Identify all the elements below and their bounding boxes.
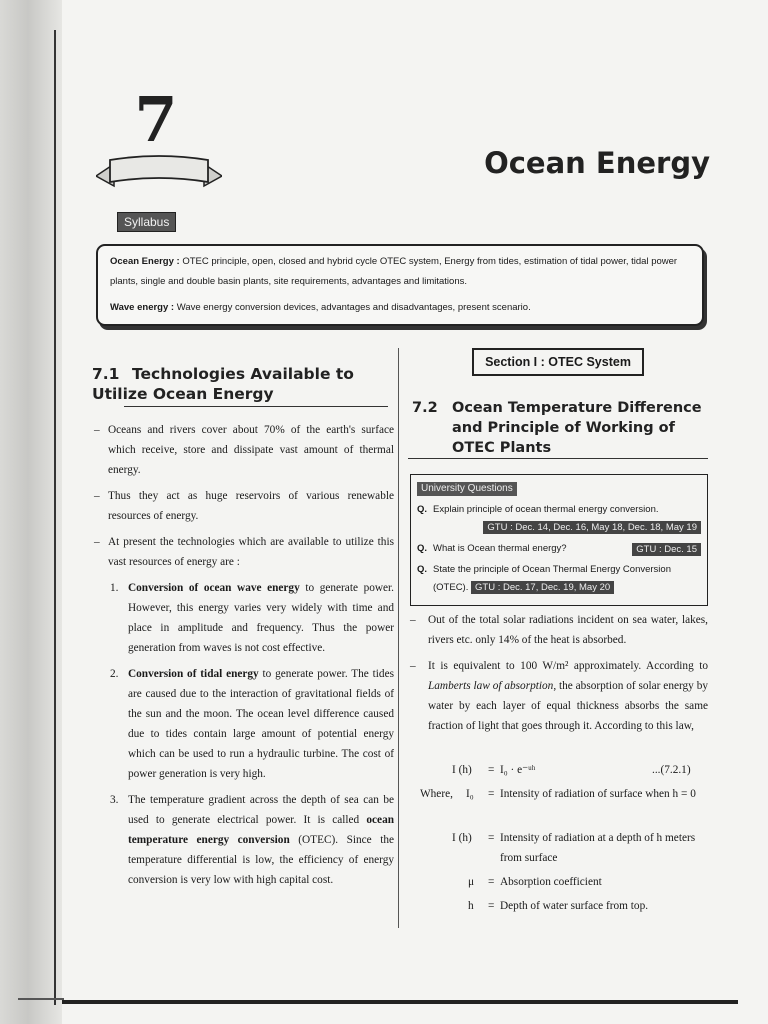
book-spine-shadow xyxy=(0,0,62,1024)
bullet-item: – At present the technologies which are available to utilize this vast resources of energy are : xyxy=(94,532,394,572)
question-text: Explain principle of ocean thermal energy conversion. xyxy=(433,504,659,515)
where-symbol: I (h) xyxy=(452,832,472,844)
item-bold-term: Conversion of ocean wave energy xyxy=(128,582,300,594)
syllabus-ocean-line xyxy=(110,252,690,292)
equation-lhs: I (h) xyxy=(452,764,472,776)
item-number: 2. xyxy=(110,668,119,680)
syllabus-box xyxy=(96,244,704,326)
bullet-item: – Oceans and rivers cover about 70% of the earth's surface which receive, store and dissipate vast amount of thermal energy. xyxy=(94,420,394,480)
where-label: Where, xyxy=(420,788,453,800)
section-7-1-title: Technologies Available to Utilize Ocean Energy xyxy=(92,365,354,403)
where-equals: = xyxy=(488,900,495,912)
section-7-1-heading xyxy=(92,364,392,404)
section-label-box: Section I : OTEC System xyxy=(472,348,644,376)
bullet-item: – Thus they act as huge reservoirs of various renewable resources of energy. xyxy=(94,486,394,526)
where-definition: Intensity of radiation at a depth of h meters from surface xyxy=(500,832,696,864)
bullet-item: – Out of the total solar radiations incident on sea water, lakes, rivers etc. only 14% of the heat is absorbed. xyxy=(410,610,708,650)
question-marker: Q. xyxy=(417,504,428,515)
item-number: 1. xyxy=(110,582,119,594)
where-equals: = xyxy=(488,788,495,800)
spine-vertical-rule xyxy=(54,30,56,1005)
syllabus-ocean-label: Ocean Energy : xyxy=(110,256,180,267)
bullet-text-italic: Lamberts law of absorption xyxy=(428,680,554,692)
equation-rhs: I₀ · e⁻ᵘʰ xyxy=(500,764,536,776)
item-text-pre: The temperature gradient across the depth of sea can be used to generate electrical power. It is called xyxy=(128,794,394,826)
item-bold-term: ocean temperature energy conversion xyxy=(128,814,394,846)
university-questions-box xyxy=(410,474,708,606)
question-text: State the principle of Ocean Thermal Energy Conversion (OTEC). xyxy=(433,564,671,593)
section-7-2-number: 7.2 xyxy=(412,400,438,416)
syllabus-wave-text: Wave energy conversion devices, advantages and disadvantages, present scenario. xyxy=(176,302,531,313)
gtu-exam-badge: GTU : Dec. 15 xyxy=(632,543,701,556)
item-text: to generate power. The tides are caused due to the interaction of gravitational fields of the sun and the moon. The ocean level difference caused due to tides contain large amount of potential energy which can be used to run a hydraulic turbine. The cost of power generation is very high. xyxy=(128,668,394,780)
where-equals: = xyxy=(488,876,495,888)
left-column-body xyxy=(94,420,394,896)
gtu-exam-badge: GTU : Dec. 14, Dec. 16, May 18, Dec. 18, May 19 xyxy=(483,521,701,534)
item-bold-term: Conversion of tidal energy xyxy=(128,668,259,680)
chapter-title: Ocean Energy xyxy=(484,146,710,180)
gtu-exam-badge: GTU : Dec. 17, Dec. 19, May 20 xyxy=(471,581,614,594)
where-definition: Intensity of radiation of surface when h = 0 xyxy=(500,788,696,800)
syllabus-tag: Syllabus xyxy=(117,212,176,232)
spine-foot-rule xyxy=(18,998,64,1000)
page-bottom-rule xyxy=(62,1000,738,1004)
university-questions-tag: University Questions xyxy=(417,482,517,496)
numbered-item-wave xyxy=(94,578,394,658)
numbered-item-otec xyxy=(94,790,394,890)
section-7-2-underline xyxy=(408,458,708,459)
equation-equals: = xyxy=(488,764,495,776)
where-equals: = xyxy=(488,832,495,844)
question-marker: Q. xyxy=(417,543,428,554)
numbered-item-tidal xyxy=(94,664,394,784)
section-7-1-underline xyxy=(124,406,388,407)
item-text: to generate power. However, this energy varies very widely with time and place in amplitude and frequency. Thus the power generation from waves is not cost effective. xyxy=(128,582,394,654)
bullet-text-pre: It is equivalent to 100 W/m² approximately. According to xyxy=(428,660,708,672)
section-7-1-number: 7.1 xyxy=(92,365,120,383)
syllabus-wave-line xyxy=(110,298,690,318)
question-text: What is Ocean thermal energy? xyxy=(433,543,567,554)
column-divider xyxy=(398,348,399,928)
chapter-ribbon-icon xyxy=(96,150,222,194)
question-item xyxy=(417,540,701,558)
right-column-body xyxy=(410,610,708,742)
item-number: 3. xyxy=(110,794,119,806)
item-text: (OTEC). Since the temperature differential is low, the efficiency of energy conversion is very low with high capital cost. xyxy=(128,834,395,886)
question-item xyxy=(417,561,701,597)
where-symbol: I₀ xyxy=(466,788,474,800)
syllabus-wave-label: Wave energy : xyxy=(110,302,175,313)
section-7-2-title: Ocean Temperature Difference and Principle of Working of OTEC Plants xyxy=(452,400,702,456)
where-symbol: μ xyxy=(468,876,475,888)
bullet-item xyxy=(410,656,708,736)
where-symbol: h xyxy=(468,900,474,912)
section-7-2-heading xyxy=(412,398,712,458)
syllabus-ocean-text: OTEC principle, open, closed and hybrid cycle OTEC system, Energy from tides, estimation of tidal power, tidal power plants, single and double basin plants, site requirements, advantages and limitations. xyxy=(110,256,678,287)
bullet-text-post: , the absorption of solar energy by water by each layer of equal thickness absorbs the same fraction of light that goes through it. According to this law, xyxy=(428,680,708,732)
chapter-number: 7 xyxy=(134,83,178,156)
where-definition: Absorption coefficient xyxy=(500,876,602,888)
question-marker: Q. xyxy=(417,564,428,575)
question-item xyxy=(417,501,701,537)
where-definition: Depth of water surface from top. xyxy=(500,900,649,912)
equation-number: ...(7.2.1) xyxy=(652,764,691,776)
